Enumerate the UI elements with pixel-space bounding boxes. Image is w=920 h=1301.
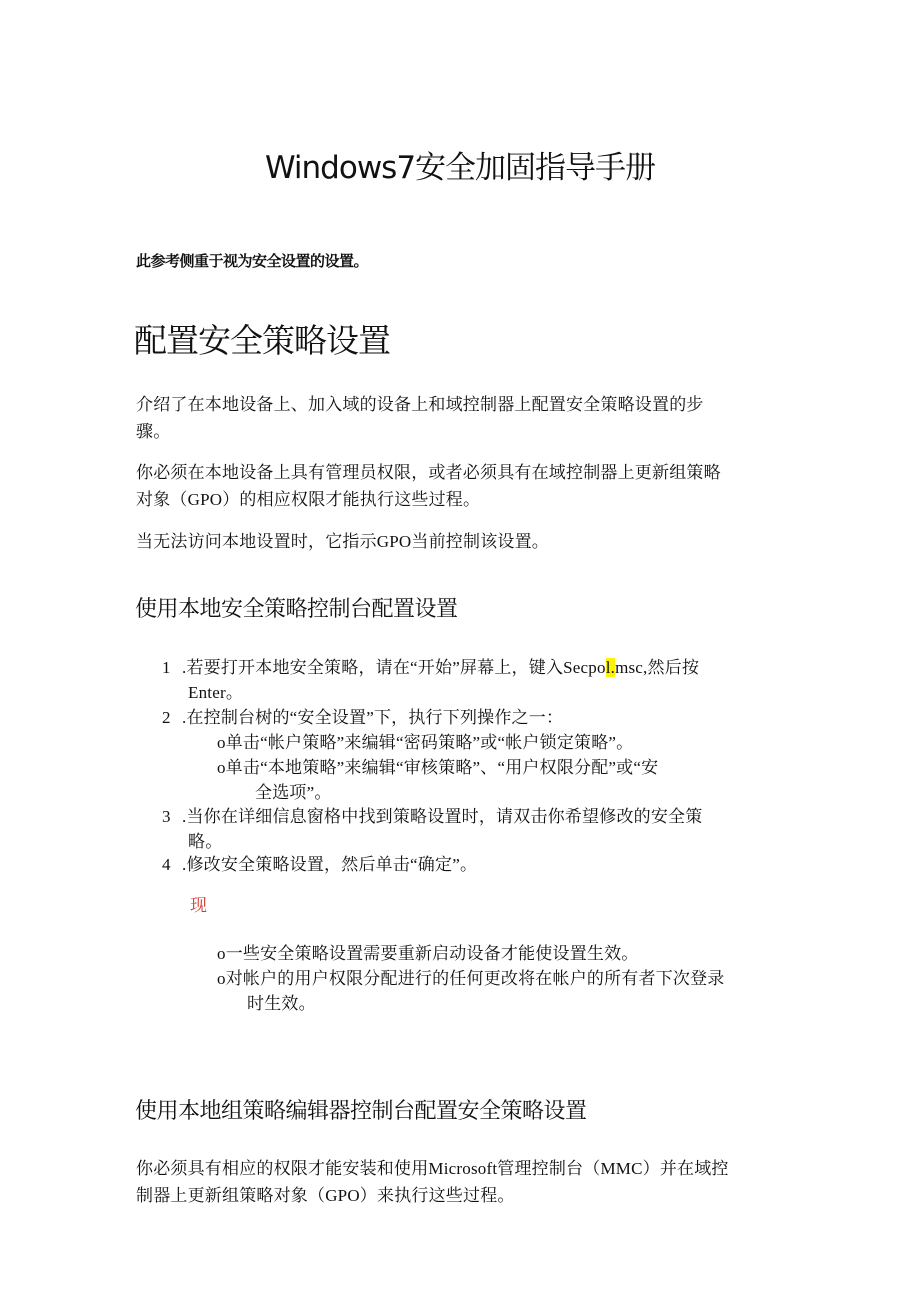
step-line [182, 655, 782, 680]
step-line: 全选项”。 [255, 783, 332, 802]
note-line: 时生效。 [247, 994, 316, 1013]
step-line: 略。 [188, 832, 223, 851]
document-title: Windows7安全加固指导手册 [264, 150, 656, 186]
step-line: .当你在详细信息窗格中找到策略设置时，请双击你希望修改的安全策 [182, 807, 703, 826]
paragraph-overview [136, 391, 776, 445]
step-2: .在控制台树的“安全设置”下，执行下列操作之一： [182, 708, 564, 727]
paragraph-mmc-permissions [136, 1155, 776, 1209]
step-4: .修改安全策略设置，然后单击“确定”。 [182, 855, 478, 874]
step-number: 3 [162, 807, 171, 826]
paragraph-permissions [136, 459, 776, 513]
paragraph-line: 介绍了在本地设备上、加入域的设备上和域控制器上配置安全策略设置的步 [136, 395, 704, 414]
step-3 [182, 804, 782, 854]
step-line: Enter。 [188, 683, 244, 702]
step-2-option-local-policies [217, 755, 777, 805]
intro-text: 此参考侧重于视为安全设置的设置。 [136, 252, 369, 270]
section-heading-configure-security-policy: 配置安全策略设置 [134, 321, 390, 360]
paragraph-line: 对象（GPO）的相应权限才能执行这些过程。 [136, 490, 481, 509]
step-number: 2 [162, 708, 171, 727]
highlighted-text: l. [605, 658, 616, 677]
paragraph-line: 你必须具有相应的权限才能安装和使用Microsoft管理控制台（MMC）并在域控 [136, 1159, 729, 1178]
paragraph-line: 你必须在本地设备上具有管理员权限，或者必须具有在域控制器上更新组策略 [136, 463, 721, 482]
step-number: 4 [162, 855, 171, 874]
note-item-user-rights [217, 966, 777, 1016]
step-number: 1 [162, 658, 171, 677]
step-1 [182, 655, 782, 705]
note-line: o对帐户的用户权限分配进行的任何更改将在帐户的所有者下次登录 [217, 969, 725, 988]
section-heading-local-security-policy: 使用本地安全策略控制台配置设置 [135, 597, 458, 622]
step-line: o单击“本地策略”来编辑“审核策略”、“用户权限分配”或“安 [217, 758, 659, 777]
paragraph-line: 制器上更新组策略对象（GPO）来执行这些过程。 [136, 1186, 515, 1205]
step-text: msc,然后按 [615, 658, 700, 677]
note-label: 现 [190, 896, 207, 915]
paragraph-line: 骤。 [136, 422, 171, 441]
section-heading-group-policy-editor: 使用本地组策略编辑器控制台配置安全策略设置 [135, 1099, 587, 1124]
paragraph-gpo-control: 当无法访问本地设置时，它指示GPO当前控制该设置。 [136, 532, 550, 551]
step-2-option-account-policies: o单击“帐户策略”来编辑“密码策略”或“帐户锁定策略”。 [217, 733, 634, 752]
step-text: .若要打开本地安全策略，请在“开始”屏幕上，键入Secpo [182, 658, 606, 677]
note-item-restart: o一些安全策略设置需要重新启动设备才能使设置生效。 [217, 944, 639, 963]
